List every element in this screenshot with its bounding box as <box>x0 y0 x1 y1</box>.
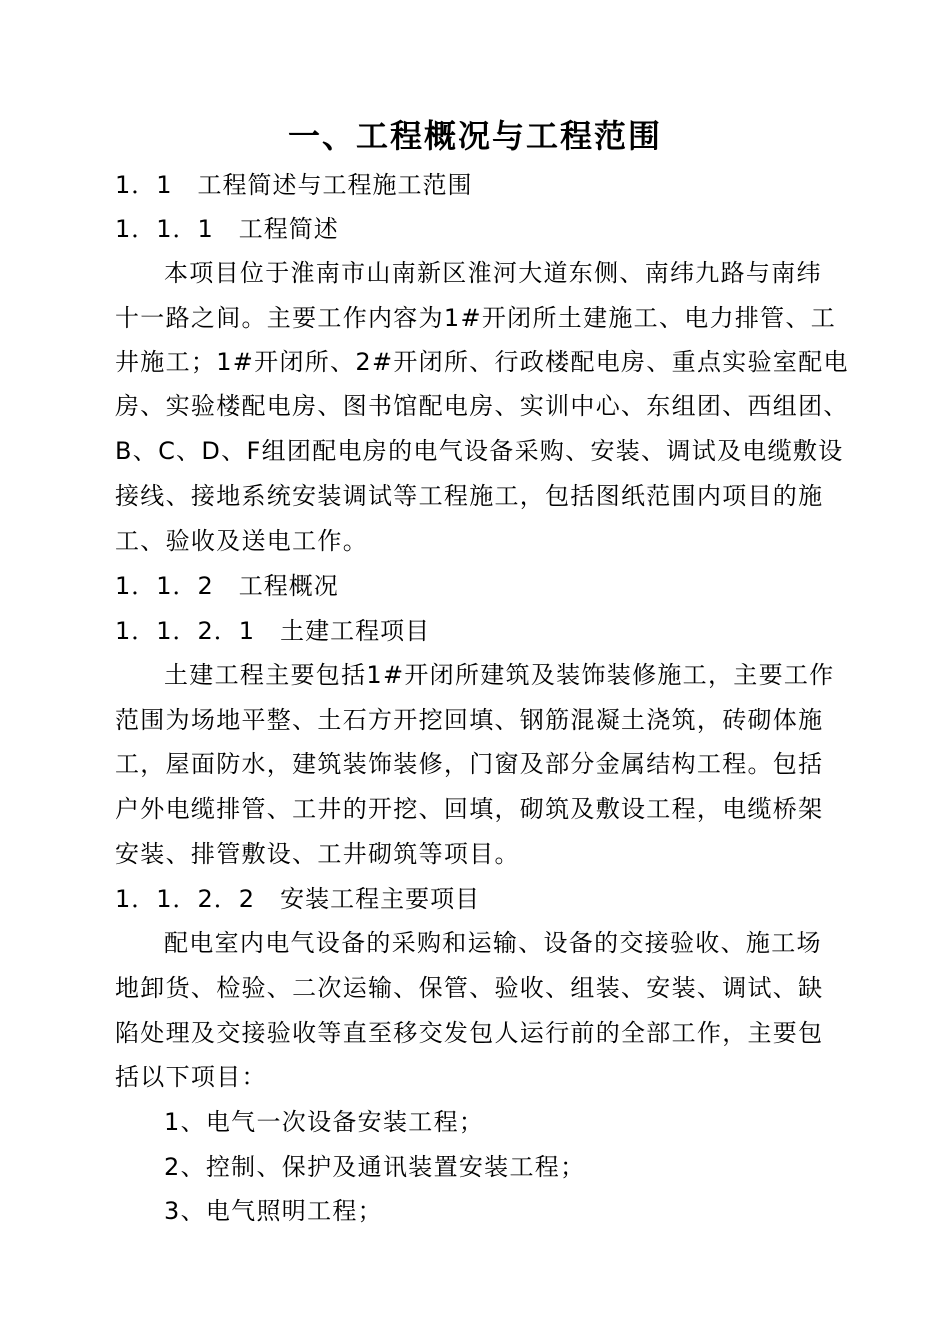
paragraph-line: 配电室内电气设备的采购和运输、设备的交接验收、施工场 <box>164 929 822 957</box>
section-heading-1-1-2-2: 1．1．2．2 安装工程主要项目 <box>115 885 481 913</box>
section-heading-1-1: 1．1 工程简述与工程施工范围 <box>115 171 473 199</box>
section-heading-1-1-1: 1．1．1 工程简述 <box>115 215 339 243</box>
paragraph-line: 接线、接地系统安装调试等工程施工，包括图纸范围内项目的施 <box>115 482 824 510</box>
paragraph-line: 房、实验楼配电房、图书馆配电房、实训中心、东组团、西组团、 <box>115 392 849 420</box>
paragraph-line: 安装、排管敷设、工井砌筑等项目。 <box>115 840 520 868</box>
paragraph-line: 土建工程主要包括1#开闭所建筑及装饰装修施工，主要工作 <box>164 661 835 689</box>
section-heading-1-1-2: 1．1．2 工程概况 <box>115 572 339 600</box>
list-item: 3、电气照明工程； <box>164 1197 383 1225</box>
list-item: 2、控制、保护及通讯装置安装工程； <box>164 1153 586 1181</box>
paragraph-line: 括以下项目： <box>115 1063 267 1091</box>
section-heading-1-1-2-1: 1．1．2．1 土建工程项目 <box>115 617 431 645</box>
paragraph-line: 范围为场地平整、土石方开挖回填、钢筋混凝土浇筑，砖砌体施 <box>115 706 824 734</box>
list-item: 1、电气一次设备安装工程； <box>164 1108 485 1136</box>
paragraph-line: 陷处理及交接验收等直至移交发包人运行前的全部工作，主要包 <box>115 1019 824 1047</box>
paragraph-line: 本项目位于淮南市山南新区淮河大道东侧、南纬九路与南纬 <box>164 259 822 287</box>
paragraph-line: 户外电缆排管、工井的开挖、回填，砌筑及敷设工程，电缆桥架 <box>115 795 824 823</box>
paragraph-line: 地卸货、检验、二次运输、保管、验收、组装、安装、调试、缺 <box>115 974 824 1002</box>
paragraph-line: 井施工；1#开闭所、2#开闭所、行政楼配电房、重点实验室配电 <box>115 348 849 376</box>
paragraph-line: 十一路之间。主要工作内容为1#开闭所土建施工、电力排管、工 <box>115 304 837 332</box>
paragraph-line: B、C、D、F组团配电房的电气设备采购、安装、调试及电缆敷设 <box>115 437 844 465</box>
paragraph-line: 工、验收及送电工作。 <box>115 527 368 555</box>
document-title: 一、工程概况与工程范围 <box>287 117 662 155</box>
paragraph-line: 工，屋面防水，建筑装饰装修，门窗及部分金属结构工程。包括 <box>115 750 824 778</box>
